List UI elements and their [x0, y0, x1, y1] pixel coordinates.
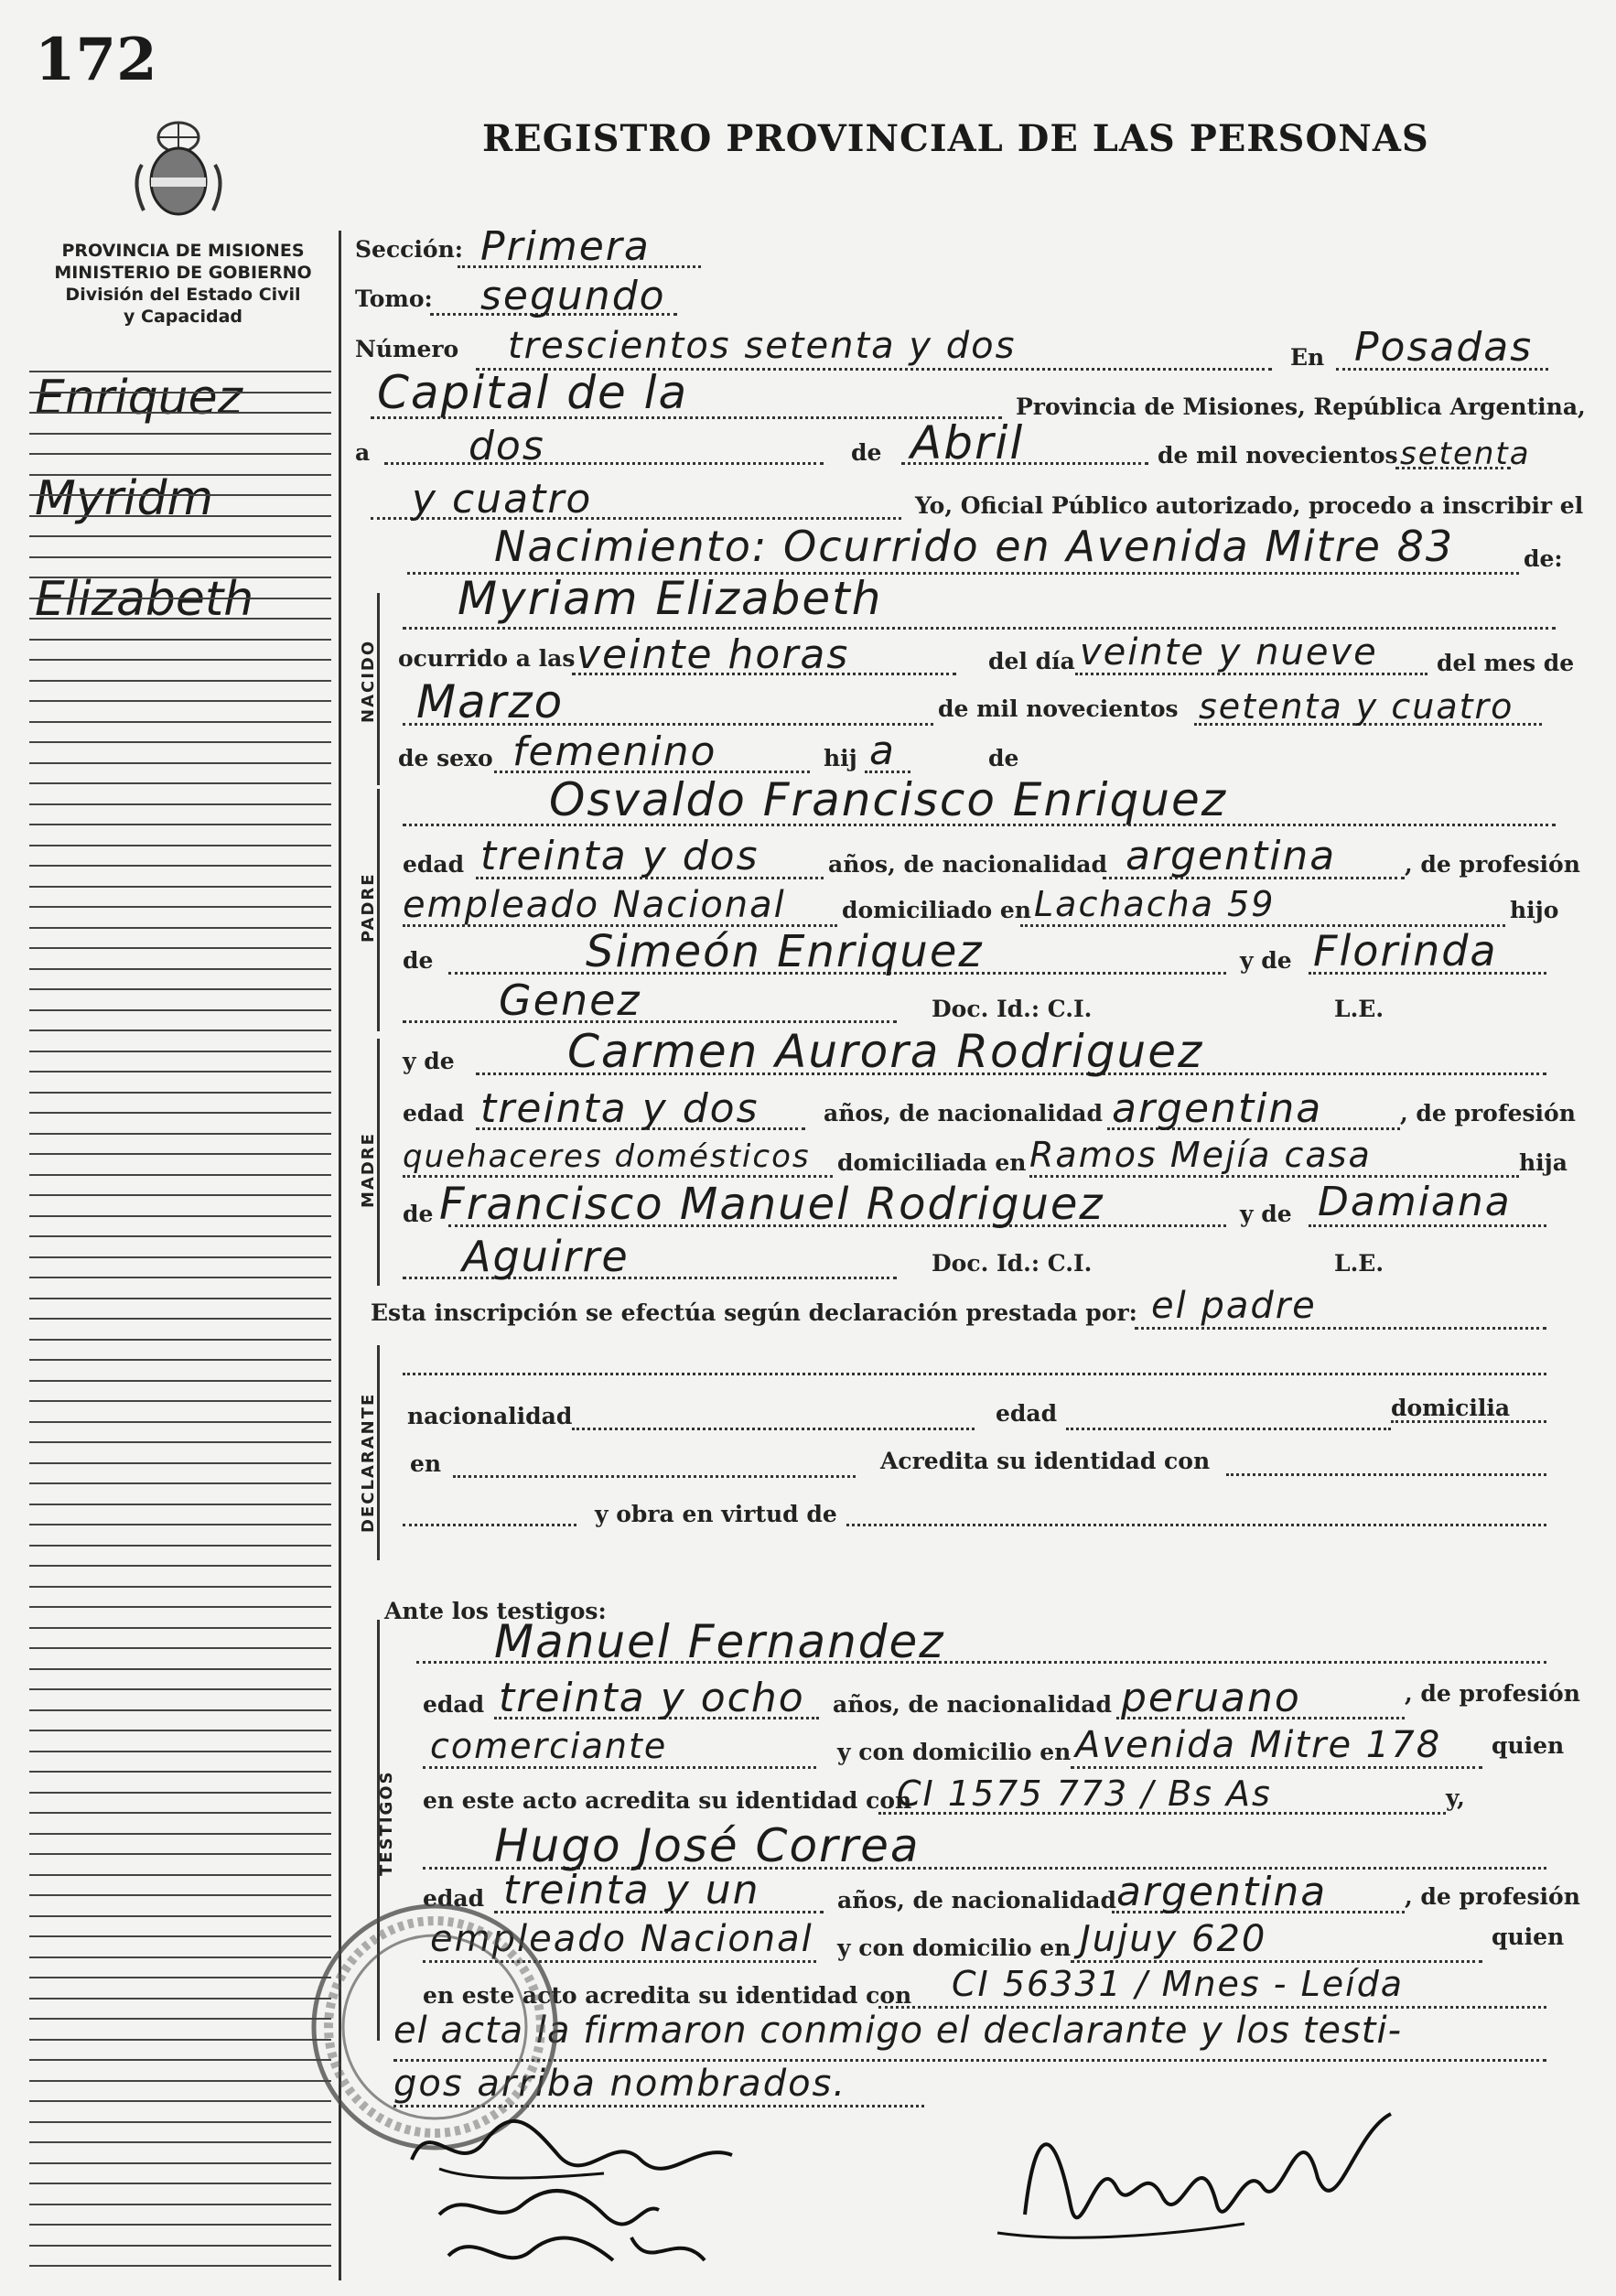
margin-rule: [29, 2080, 331, 2082]
padre-prof-label: , de profesión: [1405, 851, 1580, 878]
margin-rule: [29, 1751, 331, 1752]
madre-label: MADRE: [359, 1132, 378, 1208]
madre-doc-label: Doc. Id.: C.I.: [932, 1250, 1093, 1277]
margin-rule: [29, 556, 331, 558]
ministry-line: División del Estado Civil: [65, 285, 301, 305]
testigo-1-edad-value: treinta y ocho: [499, 1675, 805, 1721]
margin-rule: [29, 700, 331, 702]
tomo-label: Tomo:: [355, 286, 433, 312]
declarante-en-label: en: [410, 1450, 442, 1477]
nacido-nombre: Myriam Elizabeth: [458, 572, 883, 625]
margin-rule: [29, 1894, 331, 1896]
inscripcion-value: el padre: [1151, 1285, 1317, 1327]
margin-rule: [29, 1874, 331, 1876]
declarante-obra-label: y obra en virtud de: [595, 1501, 837, 1527]
sexo-value: femenino: [512, 728, 717, 775]
margin-rule: [29, 1730, 331, 1731]
a-label: a: [355, 439, 371, 466]
mes-value: Abril: [910, 416, 1025, 469]
numero-value: trescientos setenta y dos: [508, 325, 1017, 367]
margin-rule: [29, 845, 331, 846]
madre-y-de-label-2: y de: [1240, 1201, 1292, 1227]
margin-rule: [29, 1277, 331, 1278]
margin-rule: [29, 371, 331, 372]
de-colon-label: de:: [1524, 545, 1563, 572]
declarante-nac-label: nacionalidad: [407, 1403, 573, 1429]
testigo-2-edad-value: treinta y un: [503, 1867, 760, 1913]
hijo-value: a: [869, 728, 896, 774]
margin-rule: [29, 2245, 331, 2247]
margin-rule: [29, 1462, 331, 1464]
margin-rule: [29, 2162, 331, 2164]
testigo-2-edad-label: edad: [423, 1885, 485, 1912]
margin-rule: [29, 803, 331, 805]
margin-rule: [29, 2059, 331, 2061]
madre-dom-value: Ramos Mejía casa: [1029, 1135, 1372, 1175]
margin-rule: [29, 1688, 331, 1690]
margin-rule: [29, 1174, 331, 1176]
margin-rule: [29, 1998, 331, 2000]
ante-testigos-label: Ante los testigos:: [384, 1598, 607, 1624]
margin-rule: [29, 2039, 331, 2041]
mes-nacimiento-value: Marzo: [416, 675, 565, 728]
testigo-1-prof-value: comerciante: [430, 1726, 668, 1766]
margin-rule: [29, 782, 331, 784]
margin-rule: [29, 1977, 331, 1978]
margin-rule: [29, 1153, 331, 1155]
padre-de-value: Simeón Enriquez: [586, 926, 984, 977]
margin-rule: [29, 2018, 331, 2020]
margin-rule: [29, 515, 331, 517]
margin-rule: [29, 1441, 331, 1443]
margin-surname: Enriquez: [35, 371, 242, 426]
ministry-line: MINISTERIO DE GOBIERNO: [54, 263, 312, 283]
anio-nacimiento-value: setenta y cuatro: [1199, 686, 1514, 727]
declarante-acredita-label: Acredita su identidad con: [880, 1448, 1211, 1474]
testigo-2-quien-label: quien: [1492, 1924, 1565, 1950]
nacido-label: NACIDO: [359, 639, 378, 723]
en-value: Posadas: [1354, 324, 1534, 371]
coat-of-arms-icon: [124, 110, 233, 223]
madre-nac-label: años, de nacionalidad: [824, 1100, 1103, 1126]
padre-madre-de-value: Florinda: [1313, 926, 1498, 976]
margin-rule: [29, 1339, 331, 1341]
tomo-value: segundo: [480, 273, 666, 319]
margin-rule: [29, 968, 331, 970]
margin-rule: [29, 2183, 331, 2184]
margin-rule: [29, 741, 331, 743]
inscripcion-text: Esta inscripción se efectúa según declaración prestada por:: [371, 1299, 1137, 1326]
padre-doc-label: Doc. Id.: C.I.: [932, 996, 1093, 1022]
provincia-text: Provincia de Misiones, República Argentina,: [1016, 393, 1586, 420]
margin-rule: [29, 412, 331, 414]
margin-rule: [29, 1771, 331, 1773]
seccion-value: Primera: [480, 223, 651, 270]
margin-rule: [29, 1112, 331, 1114]
margin-rule: [29, 865, 331, 867]
margin-rule: [29, 886, 331, 888]
madre-de-value: Francisco Manuel Rodriguez: [439, 1179, 1104, 1230]
margin-rule: [29, 1298, 331, 1299]
numero-label: Número: [355, 336, 459, 362]
oficial-text: Yo, Oficial Público autorizado, procedo a inscribir el: [915, 492, 1584, 519]
margin-rule: [29, 2204, 331, 2205]
margin-rule: [29, 392, 331, 393]
madre-dom-label: domiciliada en: [837, 1149, 1027, 1176]
hora-value: veinte horas: [576, 631, 850, 678]
margin-rule: [29, 1009, 331, 1011]
padre-dom-value: Lachacha 59: [1034, 884, 1276, 924]
margin-rule: [29, 1792, 331, 1794]
margin-rule: [29, 1133, 331, 1135]
margin-rule: [29, 1051, 331, 1052]
nacido-mil-label: de mil novecientos: [938, 695, 1179, 722]
padre-y-de-label: y de: [1240, 947, 1292, 974]
padre-le-label: L.E.: [1334, 996, 1384, 1022]
anio-value-1: setenta: [1400, 436, 1531, 472]
margin-rule: [29, 1853, 331, 1855]
ministry-line: y Capacidad: [124, 307, 242, 327]
margin-rule: [29, 988, 331, 990]
del-dia-label: del día: [988, 648, 1075, 674]
margin-rule: [29, 1524, 331, 1525]
margin-rule: [29, 1318, 331, 1320]
declarante-label: DECLARANTE: [359, 1392, 378, 1533]
margin-rule: [29, 1256, 331, 1258]
margin-rule: [29, 1215, 331, 1217]
margin-rule: [29, 1235, 331, 1237]
margin-rule: [29, 1504, 331, 1505]
dia-value: dos: [469, 423, 545, 469]
madre-prof-label: , de profesión: [1400, 1100, 1576, 1126]
page-number: 172: [35, 26, 157, 94]
testigo-y-label: y,: [1446, 1784, 1465, 1811]
madre-le-label: L.E.: [1334, 1250, 1384, 1277]
testigo-1-nombre: Manuel Fernandez: [494, 1615, 945, 1668]
margin-rule: [29, 1421, 331, 1423]
margin-rule: [29, 577, 331, 578]
signature-testigo-2: [430, 2219, 723, 2287]
madre-madre-de-value-2: Aguirre: [462, 1232, 630, 1281]
madre-de-label: de: [403, 1201, 434, 1227]
margin-rule: [29, 721, 331, 723]
testigo-1-dom-label: y con domicilio en: [837, 1739, 1072, 1765]
dia-nacimiento-value: veinte y nueve: [1080, 631, 1378, 674]
margin-rule: [29, 1194, 331, 1196]
margin-rule: [29, 618, 331, 620]
margin-first-name: Myridm: [35, 471, 214, 526]
margin-rule: [29, 1092, 331, 1094]
margin-middle-name: Elizabeth: [35, 572, 254, 627]
de-label: de: [851, 439, 882, 466]
margin-rule: [29, 433, 331, 435]
padre-madre-de-value-2: Genez: [499, 976, 641, 1025]
nacimiento-value: Nacimiento: Ocurrido en Avenida Mitre 83: [494, 522, 1455, 571]
madre-hija-label: hija: [1519, 1149, 1568, 1176]
margin-rule: [29, 2100, 331, 2102]
margin-rule: [29, 2121, 331, 2123]
testigo-2-doc-value: CI 56331 / Mnes - Leída: [952, 1964, 1405, 2004]
declarante-edad-label: edad: [996, 1400, 1058, 1427]
anio-value-2: y cuatro: [412, 476, 593, 523]
testigo-2-dom-label: y con domicilio en: [837, 1935, 1072, 1961]
margin-rule: [29, 1833, 331, 1835]
testigo-2-prof-label: , de profesión: [1405, 1883, 1580, 1910]
madre-y-de-label: y de: [403, 1048, 455, 1074]
margin-rule: [29, 659, 331, 661]
hijo-label: hij: [824, 745, 857, 771]
margin-rule: [29, 762, 331, 764]
testigo-2-nac-label: años, de nacionalidad: [837, 1887, 1116, 1913]
margin-rule: [29, 680, 331, 682]
declarante-dom-label: domicilia: [1391, 1395, 1511, 1421]
margin-rule: [29, 1029, 331, 1031]
margin-rule: [29, 1627, 331, 1629]
testigo-1-prof-label: , de profesión: [1405, 1680, 1580, 1707]
cierre-linea-1: el acta la firmaron conmigo el declarante y los testi-: [393, 2010, 1403, 2052]
margin-rule: [29, 1482, 331, 1484]
document-title: REGISTRO PROVINCIAL DE LAS PERSONAS: [482, 117, 1429, 160]
ministry-header: [37, 240, 329, 328]
margin-rule: [29, 906, 331, 908]
padre-hijo-label: hijo: [1510, 897, 1559, 923]
testigo-2-nac-value: argentina: [1116, 1869, 1328, 1915]
padre-dom-label: domiciliado en: [842, 897, 1031, 923]
madre-nac-value: argentina: [1112, 1085, 1323, 1132]
madre-madre-de-value: Damiana: [1318, 1179, 1512, 1225]
signature-oficial: [970, 2077, 1446, 2273]
padre-prof-value: empleado Nacional: [403, 884, 786, 926]
madre-edad-label: edad: [403, 1100, 465, 1126]
margin-rule: [29, 1071, 331, 1073]
sexo-label: de sexo: [398, 745, 493, 771]
mil-label: de mil novecientos: [1158, 442, 1398, 469]
margin-rule: [29, 927, 331, 929]
margin-rule: [29, 2265, 331, 2267]
capital-value: Capital de la: [377, 366, 689, 419]
testigos-label: TESTIGOS: [377, 1770, 396, 1876]
margin-rule: [29, 1668, 331, 1670]
cierre-linea-2: gos arriba nombrados.: [393, 2063, 847, 2105]
testigo-2-dom-value: Jujuy 620: [1080, 1918, 1267, 1960]
testigo-1-nac-value: peruano: [1121, 1675, 1301, 1721]
madre-nombre: Carmen Aurora Rodriguez: [567, 1025, 1204, 1078]
margin-rule: [29, 453, 331, 455]
nacido-de-label: de: [988, 745, 1019, 771]
testigo-2-acredita-label: en este acto acredita su identidad con: [423, 1982, 912, 2009]
madre-prof-value: quehaceres domésticos: [403, 1138, 811, 1175]
margin-rule: [29, 535, 331, 537]
testigo-1-doc-value: CI 1575 773 / Bs As: [897, 1773, 1272, 1814]
del-mes-label: del mes de: [1437, 650, 1575, 676]
padre-label: PADRE: [359, 872, 378, 943]
testigo-2-nombre: Hugo José Correa: [494, 1819, 921, 1872]
testigo-2-prof-value: empleado Nacional: [430, 1918, 813, 1960]
margin-rule: [29, 1709, 331, 1711]
padre-edad-label: edad: [403, 851, 465, 878]
testigo-1-nac-label: años, de nacionalidad: [833, 1691, 1112, 1718]
padre-nac-label: años, de nacionalidad: [828, 851, 1107, 878]
margin-rule: [29, 494, 331, 496]
margin-rule: [29, 1359, 331, 1361]
margin-rule: [29, 1380, 331, 1382]
margin-rule: [29, 1935, 331, 1937]
testigo-1-acredita-label: en este acto acredita su identidad con: [423, 1787, 912, 1814]
margin-rule: [29, 2141, 331, 2143]
margin-rule: [29, 947, 331, 949]
ocurrido-label: ocurrido a las: [398, 645, 576, 672]
testigo-1-quien-label: quien: [1492, 1732, 1565, 1759]
margin-rule: [29, 1647, 331, 1649]
testigo-1-dom-value: Avenida Mitre 178: [1075, 1724, 1442, 1766]
margin-rule: [29, 1606, 331, 1608]
margin-rule: [29, 1956, 331, 1958]
margin-rule: [29, 1586, 331, 1588]
margin-rule: [29, 1565, 331, 1567]
seccion-label: Sección:: [355, 236, 463, 263]
padre-de-label: de: [403, 947, 434, 974]
testigo-1-edad-label: edad: [423, 1691, 485, 1718]
margin-rule: [29, 639, 331, 641]
margin-rule: [29, 2224, 331, 2226]
margin-rule: [29, 824, 331, 825]
margin-rule: [29, 1812, 331, 1814]
margin-rule: [29, 474, 331, 476]
margin-rule: [29, 598, 331, 599]
margin-rule: [29, 1915, 331, 1917]
padre-nombre: Osvaldo Francisco Enriquez: [549, 773, 1227, 826]
margin-rule: [29, 1545, 331, 1547]
en-label: En: [1290, 344, 1325, 371]
padre-edad-value: treinta y dos: [480, 833, 760, 879]
madre-edad-value: treinta y dos: [480, 1085, 760, 1132]
padre-nac-value: argentina: [1126, 833, 1337, 879]
margin-rule: [29, 1400, 331, 1402]
ministry-line: PROVINCIA DE MISIONES: [61, 241, 305, 261]
